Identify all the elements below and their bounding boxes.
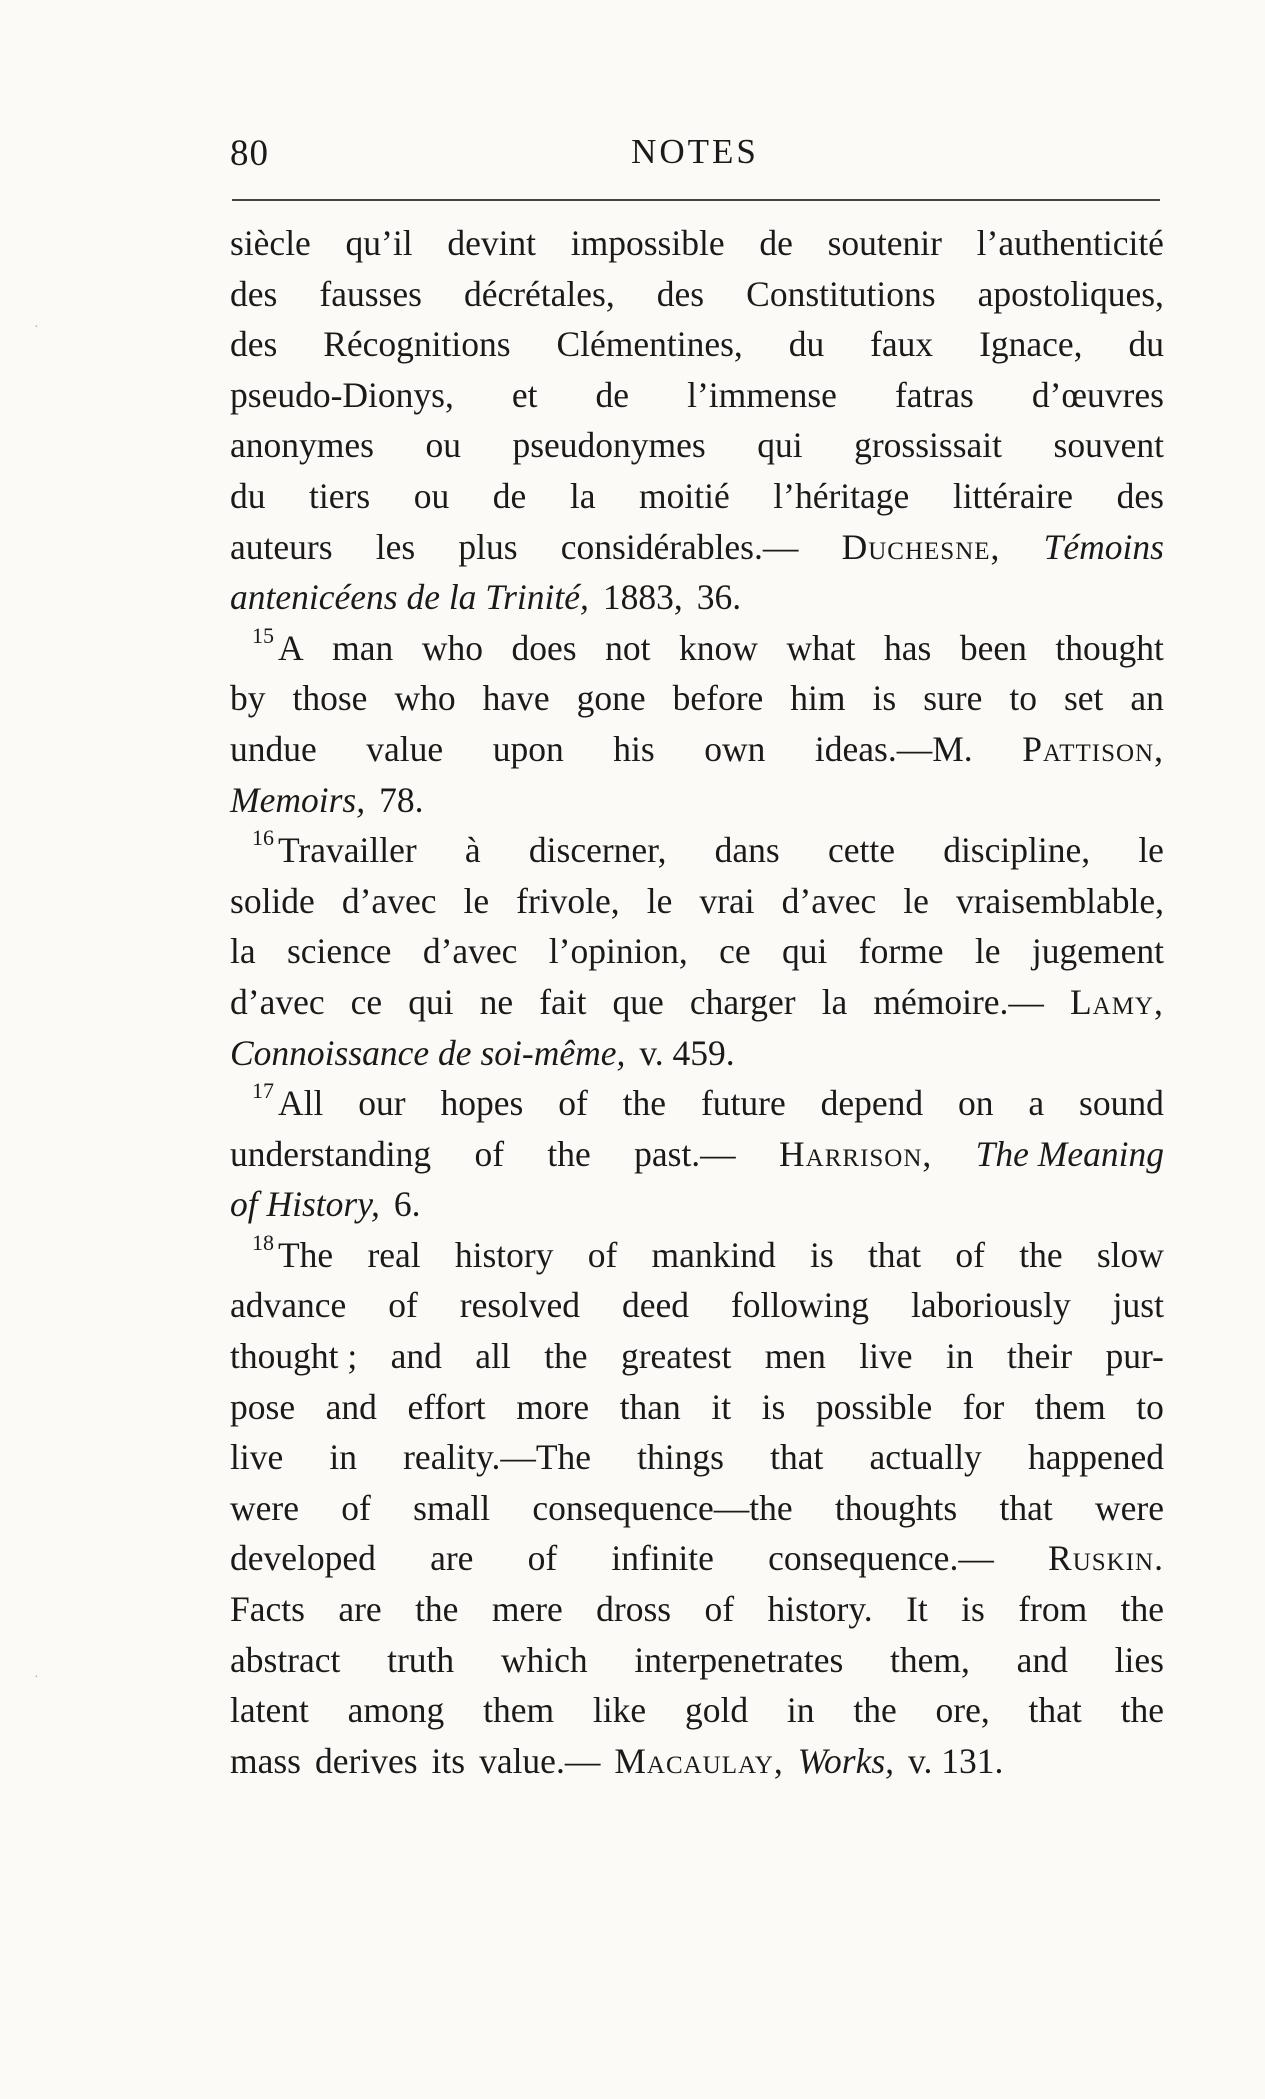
text-line: solide d’avec le frivole, le vrai d’avec le vraisemblable, bbox=[230, 880, 1164, 921]
text-line: Connoissance de soi-même, v. 459. bbox=[230, 1028, 1164, 1079]
text-line: pseudo-Dionys, et de l’immense fatras d’œuvres bbox=[230, 374, 1164, 415]
text-line: were of small consequence—the thoughts that were bbox=[230, 1487, 1164, 1528]
footnote-number: 15 bbox=[252, 622, 274, 648]
author-name: Ruskin. bbox=[1048, 1538, 1164, 1579]
text-line: developed are of infinite consequence.— Ruskin. bbox=[230, 1533, 1164, 1584]
author-name: Harrison, bbox=[779, 1133, 933, 1174]
text-line: la science d’avec l’opinion, ce qui forme le jugement bbox=[230, 931, 1164, 972]
text-line: by those who have gone before him is sure to set an bbox=[230, 678, 1164, 719]
notes-text bbox=[230, 218, 1164, 1786]
text-line: pose and effort more than it is possible for them to bbox=[230, 1386, 1164, 1427]
page-header bbox=[230, 132, 1160, 184]
footnote-number: 16 bbox=[252, 825, 274, 851]
author-name: Macaulay, bbox=[614, 1740, 784, 1781]
author-name: Pattison, bbox=[1022, 728, 1164, 769]
work-title: antenicéens de la Trinité, bbox=[230, 577, 589, 618]
header-rule bbox=[232, 199, 1160, 201]
text-line: anonymes ou pseudonymes qui grossissait souvent bbox=[230, 425, 1164, 466]
work-title: The Meaning bbox=[975, 1133, 1164, 1174]
text-line: undue value upon his own ideas.—M. Pattison, bbox=[230, 724, 1164, 775]
work-title: Témoins bbox=[1043, 526, 1164, 567]
text-line: d’avec ce qui ne fait que charger la mémoire.— Lamy, bbox=[230, 977, 1164, 1028]
text-line: thought ; and all the greatest men live in their pur- bbox=[230, 1336, 1164, 1377]
page-number: 80 bbox=[230, 133, 269, 174]
text-line: des fausses décrétales, des Constitutions apostoliques, bbox=[230, 273, 1164, 314]
text-line: abstract truth which interpenetrates them, and lies bbox=[230, 1639, 1164, 1680]
text-line: antenicéens de la Trinité, 1883, 36. bbox=[230, 572, 1164, 623]
text-line: auteurs les plus considérables.— Duchesne, Témoins bbox=[230, 522, 1164, 573]
footnote-17-start: $^{17}$ All our hopes of the future depend on a sound bbox=[252, 1078, 1164, 1124]
footnote-16-start: $^{16}$ Travailler à discerner, dans cette discipline, le bbox=[252, 825, 1164, 871]
work-title: Connoissance de soi-même, bbox=[230, 1032, 626, 1073]
text-line: siècle qu’il devint impossible de soutenir l’authenticité bbox=[230, 223, 1164, 263]
text-line: Memoirs, 78. bbox=[230, 775, 1164, 826]
text-line: mass derives its value.— Macaulay, Works, v. 131. bbox=[230, 1736, 1164, 1787]
running-title: NOTES bbox=[631, 132, 759, 171]
text-line: Facts are the mere dross of history. It is from the bbox=[230, 1589, 1164, 1630]
margin-speck: · bbox=[34, 320, 39, 335]
footnote-15-start: $^{15}$ A man who does not know what has been thought bbox=[252, 622, 1164, 668]
author-name: Lamy, bbox=[1069, 981, 1164, 1022]
footnote-number: 17 bbox=[252, 1078, 274, 1104]
footnote-number: 18 bbox=[252, 1230, 274, 1256]
work-title: Works, bbox=[797, 1740, 895, 1781]
margin-speck: · bbox=[34, 1670, 39, 1685]
text-line: du tiers ou de la moitié l’héritage littéraire des bbox=[230, 475, 1164, 516]
text-line: of History, 6. bbox=[230, 1179, 1164, 1230]
footnote-18-start: $^{18}$ The real history of mankind is that of the slow bbox=[252, 1230, 1164, 1275]
text-line: des Récognitions Clémentines, du faux Ignace, du bbox=[230, 324, 1164, 365]
author-name: Duchesne, bbox=[841, 526, 1001, 567]
work-title: Memoirs, bbox=[230, 779, 366, 820]
work-title: of History, bbox=[230, 1184, 380, 1225]
text-line: understanding of the past.— Harrison, The Meaning bbox=[230, 1129, 1164, 1180]
text-line: latent among them like gold in the ore, that the bbox=[230, 1690, 1164, 1731]
text-line: advance of resolved deed following laboriously just bbox=[230, 1285, 1164, 1326]
text-line: live in reality.—The things that actually happened bbox=[230, 1437, 1164, 1478]
